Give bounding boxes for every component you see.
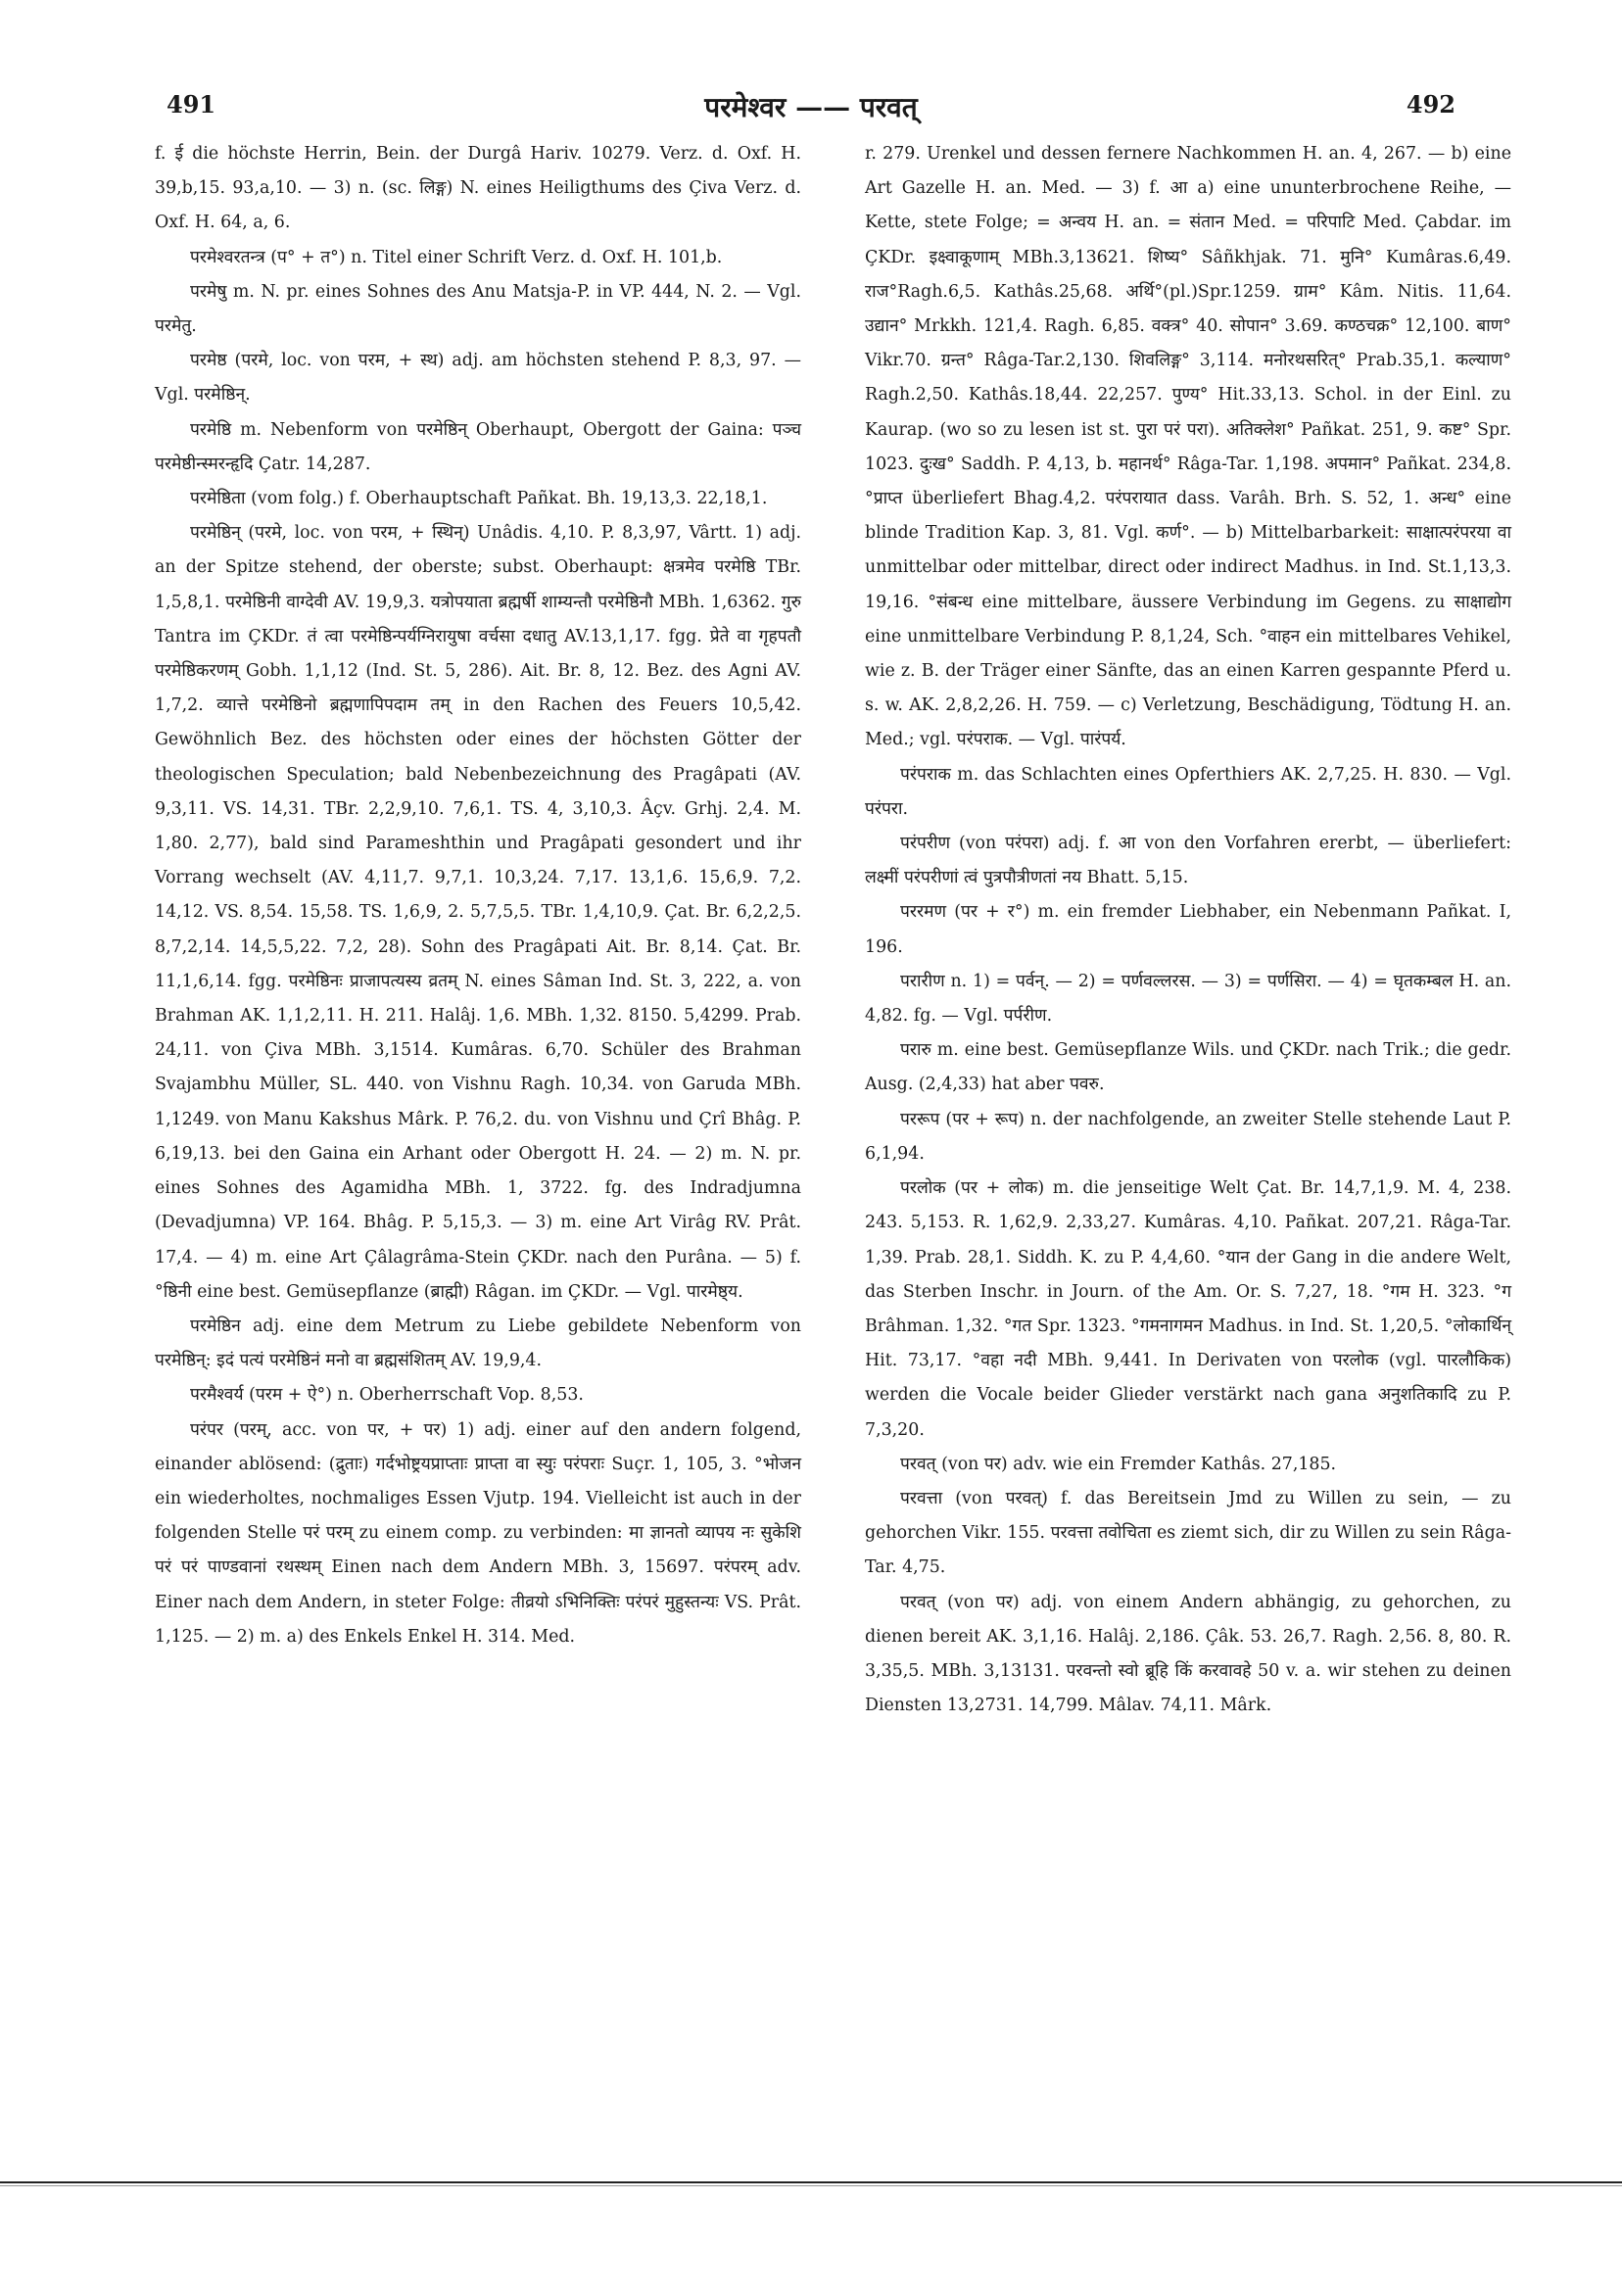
dictionary-entry: परंपरीण (von परंपरा) adj. f. आ von den Vorfahren ererbt, — überliefert: लक्ष्मीं परंपरीणां त्वं पुत्रपौत्रीणतां नय Bhatt. 5,15. xyxy=(865,834,1511,888)
dictionary-entry: परारीण n. 1) = पर्वन्. — 2) = पर्णवल्लरस. — 3) = पर्णसिरा. — 4) = घृतकम्बल H. an. 4,82. fg. — Vgl. पर्परीण. xyxy=(865,971,1511,1027)
page-number-right: 492 xyxy=(1406,90,1455,119)
page-header xyxy=(157,90,1465,129)
dictionary-entry: पररूप (पर + रूप) n. der nachfolgende, an zweiter Stelle stehende Laut P. 6,1,94. xyxy=(865,1109,1511,1164)
dictionary-entry: परंपराक m. das Schlachten eines Opferthiers AK. 2,7,25. H. 830. — Vgl. परंपरा. xyxy=(865,764,1511,819)
dictionary-entry: परमेष्ठिन् (परमे, loc. von परम, + स्थिन्) Unâdis. 4,10. P. 8,3,97, Vârtt. 1) adj. an der Spitze stehend, der oberste; subst. Oberhaupt: क्षत्रमेव परमेष्ठि TBr. 1,5,8,1. परमेष्ठिनी वाग्देवी AV. 19,9,3. यत्रोपयाता ब्रह्मर्षी शाम्यन्तौ परमेष्ठिनौ MBh. 1,6362. गुरु Tantra im ÇKDr. तं त्वा परमेष्ठिन्पर्यग्निरायुषा वर्चसा दधातु AV.13,1,17. fgg. प्रेते वा गृहपतौ परमेष्ठिकरणम् Gobh. 1,1,12 (Ind. St. 5, 286). Ait. Br. 8, 12. Bez. des Agni AV. 1,7,2. व्यात्ते परमेष्ठिनो ब्रह्मणापिपदाम तम् in den Rachen des Feuers 10,5,42. Gewöhnlich Bez. des höchsten oder eines der höchsten Götter der theologischen Speculation; bald Nebenbezeichnung des Pragâpati (AV. 9,3,11. VS. 14,31. TBr. 2,2,9,10. 7,6,1. TS. 4, 3,10,3. Âçv. Grhj. 2,4. M. 1,80. 2,77), bald sind Parameshthin und Pragâpati gesondert und ihr Vorrang wechselt (AV. 4,11,7. 9,7,1. 10,3,24. 7,17. 13,1,6. 15,6,9. 7,2. 14,12. VS. 8,54. 15,58. TS. 1,6,9, 2. 5,7,5,5. TBr. 1,4,10,9. Çat. Br. 6,2,2,5. 8,7,2,14. 14,5,5,22. 7,2, 28). Sohn des Pragâpati Ait. Br. 8,14. Çat. Br. 11,1,6,14. fgg. परमेष्ठिनः प्राजापत्यस्य व्रतम् N. eines Sâman Ind. St. 3, 222, a. von Brahman AK. 1,1,2,11. H. 211. Halâj. 1,6. MBh. 1,32. 8150. 5,4299. Prab. 24,11. von Çiva MBh. 3,1514. Kumâras. 6,70. Schüler des Brahman Svajambhu Müller, SL. 440. von Vishnu Ragh. 10,34. von Garuda MBh. 1,1249. von Manu Kakshus Mârk. P. 76,2. du. von Vishnu und Çrî Bhâg. P. 6,19,13. bei den Gaina ein Arhant oder Obergott H. 24. — 2) m. N. pr. eines Sohnes des Agamidha MBh. 1, 3722. fg. des Indradjumna (Devadjumna) VP. 164. Bhâg. P. 5,15,3. — 3) m. eine Art Virâg RV. Prât. 17,4. — 4) m. eine Art Çâlagrâma-Stein ÇKDr. nach den Purâna. — 5) f. °ष्ठिनी eine best. Gemüsepflanze (ब्राह्मी) Râgan. im ÇKDr. — Vgl. पारमेष्ठ्य. xyxy=(155,523,801,1302)
running-headwords: परमेश्वर —— परवत् xyxy=(704,91,918,123)
dictionary-entry: परमेष्ठिता (vom folg.) f. Oberhauptschaft Pañkat. Bh. 19,13,3. 22,18,1. xyxy=(190,489,768,509)
dictionary-entry: परमेषु m. N. pr. eines Sohnes des Anu Matsja-P. in VP. 444, N. 2. — Vgl. परमेतु. xyxy=(155,281,801,337)
page-number-left: 491 xyxy=(167,90,216,119)
entry-continuation: r. 279. Urenkel und dessen fernere Nachkommen H. an. 4, 267. — b) eine Art Gazelle H. an. Med. — 3) f. आ a) eine ununterbrochene Reihe, — Kette, stete Folge; = अन्वय H. an. = संतान Med. = परिपाटि Med. Çabdar. im ÇKDr. इक्ष्वाकूणाम् MBh.3,13621. शिष्य° Sâñkhjak. 71. मुनि° Kumâras.6,49. राज°Ragh.6,5. Kathâs.25,68. अर्थि°(pl.)Spr.1259. ग्राम° Kâm. Nitis. 11,64. उद्यान° Mrkkh. 121,4. Ragh. 6,85. वक्त्र° 40. सोपान° 3.69. कण्ठचक्र° 12,100. बाण° Vikr.70. ग्रन्त° Râga-Tar.2,130. शिवलिङ्ग° 3,114. मनोरथसरित्° Prab.35,1. कल्याण° Ragh.2,50. Kathâs.18,44. 22,257. पुण्य° Hit.33,13. Schol. in der Einl. zu Kaurap. (wo so zu lesen ist st. पुरा परं परा). अतिक्लेश° Pañkat. 251, 9. कष्ट° Spr. 1023. दुःख° Saddh. P. 4,13, b. महानर्थ° Râga-Tar. 1,198. अपमान° Pañkat. 234,8. °प्राप्त überliefert Bhag.4,2. परंपरायात dass. Varâh. Brh. S. 52, 1. अन्ध° eine blinde Tradition Kap. 3, 81. Vgl. कर्ण°. — b) Mittelbarbarkeit: साक्षात्परंपरया वा unmittelbar oder mittelbar, direct oder indirect Madhus. in Ind. St.1,13,3. 19,16. °संबन्ध eine mittelbare, äussere Verbindung im Gegens. zu साक्षाद्योग eine unmittelbare Verbindung P. 8,1,24, Sch. °वाहन ein mittelbares Vehikel, wie z. B. der Träger einer Sänfte, das an einen Karren gespannte Pferd u. s. w. AK. 2,8,2,26. H. 759. — c) Verletzung, Beschädigung, Tödtung H. an. Med.; vgl. परंपराक. — Vgl. पारंपर्य. xyxy=(865,144,1511,750)
dictionary-entry: परमेष्ठि m. Nebenform von परमेष्ठिन् Oberhaupt, Obergott der Gaina: पञ्च परमेष्ठीन्स्मरन्हृदि Çatr. 14,287. xyxy=(155,419,801,474)
dictionary-entry: परंपर (परम्, acc. von पर, + पर) 1) adj. einer auf den andern folgend, einander ablösend: (द्रुताः) गर्दभोष्ट्रयप्राप्ताः प्राप्ता वा स्युः परंपराः Suçr. 1, 105, 3. °भोजन ein wiederholtes, nochmaliges Essen Vjutp. 194. Vielleicht ist auch in der folgenden Stelle परं परम् zu einem comp. zu verbinden: मा ज्ञानतो व्यापय नः सुकेशि परं परं पाण्डवानां रथस्थम् Einen nach dem Andern MBh. 3, 15697. परंपरम् adv. Einer nach dem Andern, in steter Folge: तीव्रयो ऽभिनिक्तिः परंपरं मुहुस्तन्यः VS. Prât. 1,125. — 2) m. a) des Enkels Enkel H. 314. Med. xyxy=(155,1419,801,1647)
dictionary-entry: परमेश्वरतन्त्र (प° + त°) n. Titel einer Schrift Verz. d. Oxf. H. 101,b. xyxy=(190,247,723,267)
dictionary-entry: परवत्ता (von परवत्) f. das Bereitsein Jmd zu Willen zu sein, — zu gehorchen Vikr. 155. परवत्ता तवोचिता es ziemt sich, dir zu Willen zu sein Râga-Tar. 4,75. xyxy=(865,1488,1511,1578)
dictionary-entry: परमेष्ठिन adj. eine dem Metrum zu Liebe gebildete Nebenform von परमेष्ठिन्: इदं पत्यं परमेष्ठिनं मनो वा ब्रह्मसंशितम् AV. 19,9,4. xyxy=(155,1315,801,1371)
dictionary-entry: पररमण (पर + र°) m. ein fremder Liebhaber, ein Nebenmann Pañkat. I, 196. xyxy=(865,902,1511,957)
page-bottom-hairline xyxy=(0,2185,1622,2186)
entry-continuation: f. ई die höchste Herrin, Bein. der Durgâ Hariv. 10279. Verz. d. Oxf. H. 39,b,15. 93,a,10. — 3) n. (sc. लिङ्ग) N. eines Heiligthums des Çiva Verz. d. Oxf. H. 64, a, 6. xyxy=(155,144,801,233)
page-bottom-rule xyxy=(0,2181,1622,2183)
dictionary-entry: परलोक (पर + लोक) m. die jenseitige Welt Çat. Br. 14,7,1,9. M. 4, 238. 243. 5,153. R. 1,62,9. 2,33,27. Kumâras. 4,10. Pañkat. 207,21. Râga-Tar. 1,39. Prab. 28,1. Siddh. K. zu P. 4,4,60. °यान der Gang in die andere Welt, das Sterben Inschr. in Journ. of the Am. Or. S. 7,27, 18. °गम H. 323. °ग Brâhman. 1,32. °गत Spr. 1323. °गमनागमन Madhus. in Ind. St. 1,20,5. °लोकार्थिन् Hit. 73,17. °वहा नदी MBh. 9,441. In Derivaten von परलोक (vgl. पारलौकिक) werden die Vocale beider Glieder verstärkt nach gana अनुशतिकादि zu P. 7,3,20. xyxy=(865,1178,1511,1440)
dictionary-entry: परमैश्वर्य (परम + ऐ°) n. Oberherrschaft Vop. 8,53. xyxy=(190,1385,584,1406)
dictionary-entry: परवत् (von पर) adv. wie ein Fremder Kathâs. 27,185. xyxy=(900,1454,1337,1474)
left-column xyxy=(155,137,801,1654)
dictionary-entry: परारु m. eine best. Gemüsepflanze Wils. und ÇKDr. nach Trik.; die gedr. Ausg. (2,4,33) hat aber पवरु. xyxy=(865,1040,1511,1095)
dictionary-entry: परमेष्ठ (परमे, loc. von परम, + स्थ) adj. am höchsten stehend P. 8,3, 97. — Vgl. परमेष्ठिन्. xyxy=(155,351,801,406)
dictionary-entry: परवत् (von पर) adj. von einem Andern abhängig, zu gehorchen, zu dienen bereit AK. 3,1,16. Halâj. 2,186. Çâk. 53. 26,7. Ragh. 2,56. 8, 80. R. 3,35,5. MBh. 3,13131. परवन्तो स्वो ब्रूहि किं करवावहे 50 v. a. wir stehen zu deinen Diensten 13,2731. 14,799. Mâlav. 74,11. Mârk. xyxy=(865,1592,1511,1716)
right-column xyxy=(865,137,1511,1723)
